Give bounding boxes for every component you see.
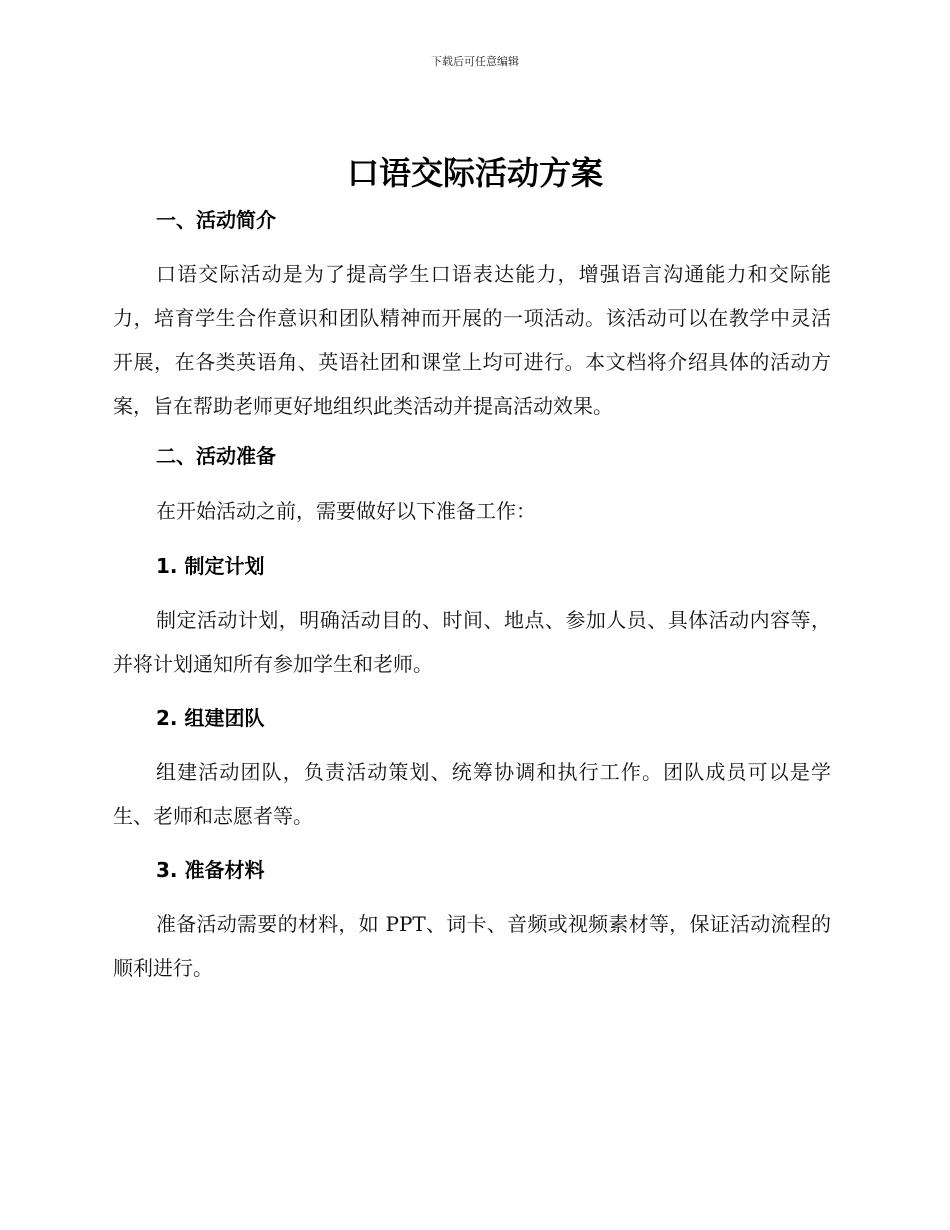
section-heading-preparation: 二、活动准备 (156, 444, 276, 468)
subsection-heading-team: 2. 组建团队 (156, 706, 265, 730)
document-title: 口语交际活动方案 (346, 154, 603, 192)
subsection-heading-plan: 1. 制定计划 (156, 554, 265, 578)
subsection-paragraph-materials: 准备活动需要的材料，如 PPT、词卡、音频或视频素材等，保证活动流程的顺利进行。 (113, 912, 831, 980)
subsection-paragraph-plan: 制定活动计划，明确活动目的、时间、地点、参加人员、具体活动内容等，并将计划通知所有参加学生和老师。 (113, 608, 831, 676)
header-note: 下载后可任意编辑 (431, 55, 519, 68)
subsection-paragraph-team: 组建活动团队，负责活动策划、统筹协调和执行工作。团队成员可以是学生、老师和志愿者等。 (113, 760, 831, 828)
section-heading-intro: 一、活动简介 (156, 208, 276, 232)
section-paragraph-intro: 口语交际活动是为了提高学生口语表达能力，增强语言沟通能力和交际能力，培育学生合作意识和团队精神而开展的一项活动。该活动可以在教学中灵活开展，在各类英语角、英语社团和课堂上均可进行。本文档将介绍具体的活动方案，旨在帮助老师更好地组织此类活动并提高活动效果。 (113, 262, 831, 418)
section-paragraph-preparation: 在开始活动之前，需要做好以下准备工作： (156, 499, 536, 523)
subsection-heading-materials: 3. 准备材料 (156, 858, 265, 882)
